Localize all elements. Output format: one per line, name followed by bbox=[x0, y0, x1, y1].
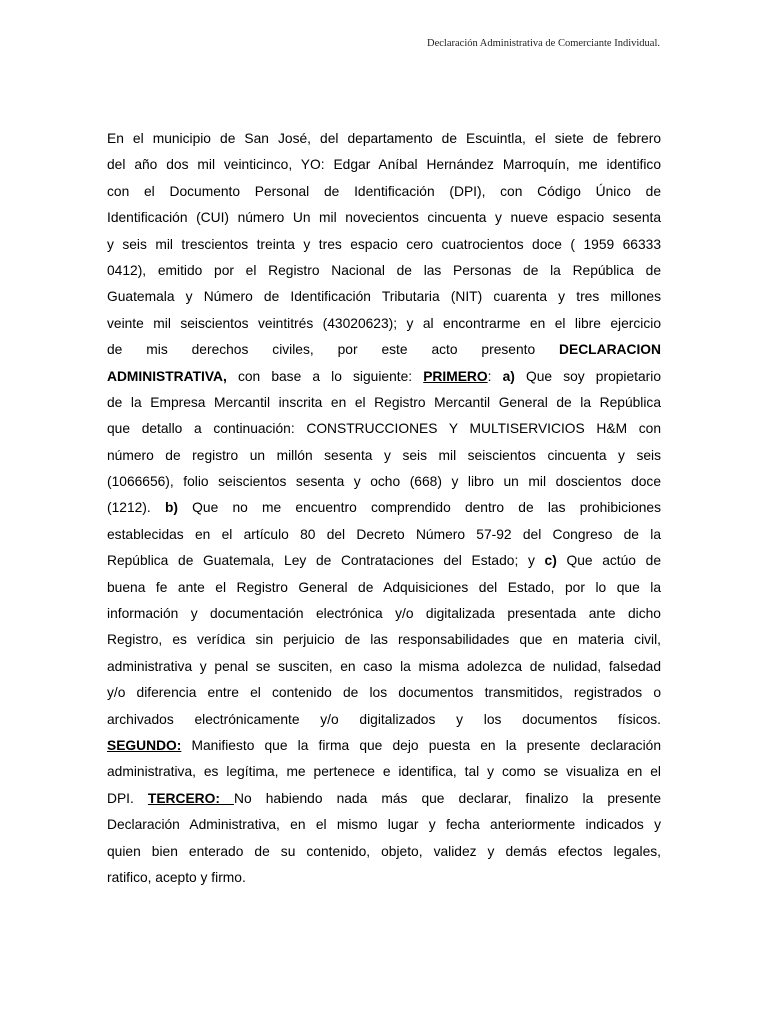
text-segment: buena fe ante el Registro General de Adquisiciones del Estado, por lo que la bbox=[107, 579, 661, 595]
text-line bbox=[107, 865, 661, 891]
text-line bbox=[107, 680, 661, 706]
text-line bbox=[107, 390, 661, 416]
text-segment: Guatemala y Número de Identificación Tributaria (NIT) cuarenta y tres millones bbox=[107, 289, 661, 305]
text-line bbox=[107, 258, 661, 284]
text-segment: Registro, es verídica sin perjuicio de las responsabilidades que en materia civil, bbox=[107, 632, 661, 648]
text-segment: Manifiesto que la firma que dejo puesta en la presente declaración bbox=[181, 737, 661, 753]
text-segment: del año dos mil veinticinco, YO: Edgar Aníbal Hernández Marroquín, me identifico bbox=[107, 157, 661, 173]
running-header: Declaración Administrativa de Comerciante Individual. bbox=[427, 38, 660, 49]
text-line bbox=[107, 812, 661, 838]
text-line bbox=[107, 548, 661, 574]
text-line bbox=[107, 627, 661, 653]
text-segment: Que soy propietario bbox=[514, 368, 661, 384]
text-line bbox=[107, 759, 661, 785]
text-segment: que detallo a continuación: CONSTRUCCIONES Y MULTISERVICIOS H&M con bbox=[107, 421, 661, 437]
text-segment: DPI. bbox=[107, 790, 148, 806]
text-line bbox=[107, 495, 661, 521]
text-line bbox=[107, 522, 661, 548]
emphasis-text: ADMINISTRATIVA, bbox=[107, 368, 227, 384]
text-segment: y seis mil trescientos treinta y tres espacio cero cuatrocientos doce ( 1959 66333 bbox=[107, 236, 661, 252]
text-line bbox=[107, 284, 661, 310]
emphasis-text: TERCERO: bbox=[147, 790, 235, 806]
text-line bbox=[107, 654, 661, 680]
text-segment: y/o diferencia entre el contenido de los documentos transmitidos, registrados o bbox=[107, 685, 661, 701]
text-segment: archivados electrónicamente y/o digitalizados y los documentos físicos. bbox=[107, 711, 661, 727]
emphasis-text: DECLARACION bbox=[559, 342, 661, 358]
text-segment: establecidas en el artículo 80 del Decreto Número 57-92 del Congreso de la bbox=[107, 526, 661, 542]
text-segment: administrativa, es legítima, me pertenece e identifica, tal y como se visualiza en el bbox=[107, 764, 661, 780]
text-line bbox=[107, 337, 661, 363]
text-segment: (1066656), folio seiscientos sesenta y ocho (668) y libro un mil doscientos doce bbox=[107, 474, 661, 490]
text-segment: con base a lo siguiente: bbox=[226, 368, 424, 384]
emphasis-text: a) bbox=[502, 368, 515, 384]
text-line bbox=[107, 707, 661, 733]
text-segment: de la Empresa Mercantil inscrita en el Registro Mercantil General de la República bbox=[107, 394, 661, 410]
text-line bbox=[107, 364, 661, 390]
text-line bbox=[107, 152, 661, 178]
emphasis-text: c) bbox=[544, 553, 557, 569]
text-line bbox=[107, 126, 661, 152]
text-line bbox=[107, 416, 661, 442]
emphasis-text: SEGUNDO: bbox=[107, 737, 182, 753]
text-line bbox=[107, 786, 661, 812]
text-segment: (1212). bbox=[107, 500, 165, 516]
text-segment: En el municipio de San José, del departamento de Escuintla, el siete de febrero bbox=[107, 131, 661, 146]
text-segment: número de registro un millón sesenta y seis mil seiscientos cincuenta y seis bbox=[107, 447, 661, 463]
text-segment: Que no me encuentro comprendido dentro de las prohibiciones bbox=[177, 500, 661, 516]
text-line bbox=[107, 232, 661, 258]
text-segment: Que actúo de bbox=[556, 553, 661, 569]
text-segment: : bbox=[487, 368, 503, 384]
text-segment: República de Guatemala, Ley de Contrataciones del Estado; y bbox=[107, 553, 545, 569]
text-segment: ratifico, acepto y firmo. bbox=[107, 869, 246, 885]
text-line bbox=[107, 601, 661, 627]
emphasis-text: PRIMERO bbox=[423, 368, 488, 384]
text-segment: Identificación (CUI) número Un mil novecientos cincuenta y nueve espacio sesenta bbox=[107, 210, 661, 226]
text-segment: de mis derechos civiles, por este acto presento bbox=[107, 342, 560, 358]
text-segment: información y documentación electrónica y/o digitalizada presentada ante dicho bbox=[107, 606, 661, 622]
text-line bbox=[107, 205, 661, 231]
text-segment: quien bien enterado de su contenido, objeto, validez y demás efectos legales, bbox=[107, 843, 661, 859]
text-segment: veinte mil seiscientos veintitrés (43020623); y al encontrarme en el libre ejercicio bbox=[107, 315, 661, 331]
text-line bbox=[107, 839, 661, 865]
text-line bbox=[107, 311, 661, 337]
text-line bbox=[107, 469, 661, 495]
emphasis-text: b) bbox=[164, 500, 178, 516]
text-segment: con el Documento Personal de Identificación (DPI), con Código Único de bbox=[107, 183, 661, 199]
text-line bbox=[107, 733, 661, 759]
declaration-body bbox=[107, 126, 661, 891]
text-line bbox=[107, 179, 661, 205]
text-segment: 0412), emitido por el Registro Nacional de las Personas de la República de bbox=[107, 262, 661, 278]
text-line bbox=[107, 575, 661, 601]
text-segment: Declaración Administrativa, en el mismo lugar y fecha anteriormente indicados y bbox=[107, 817, 661, 833]
text-segment: No habiendo nada más que declarar, finalizo la presente bbox=[234, 790, 662, 806]
text-segment: administrativa y penal se susciten, en caso la misma adolezca de nulidad, falsedad bbox=[107, 658, 661, 674]
text-line bbox=[107, 443, 661, 469]
